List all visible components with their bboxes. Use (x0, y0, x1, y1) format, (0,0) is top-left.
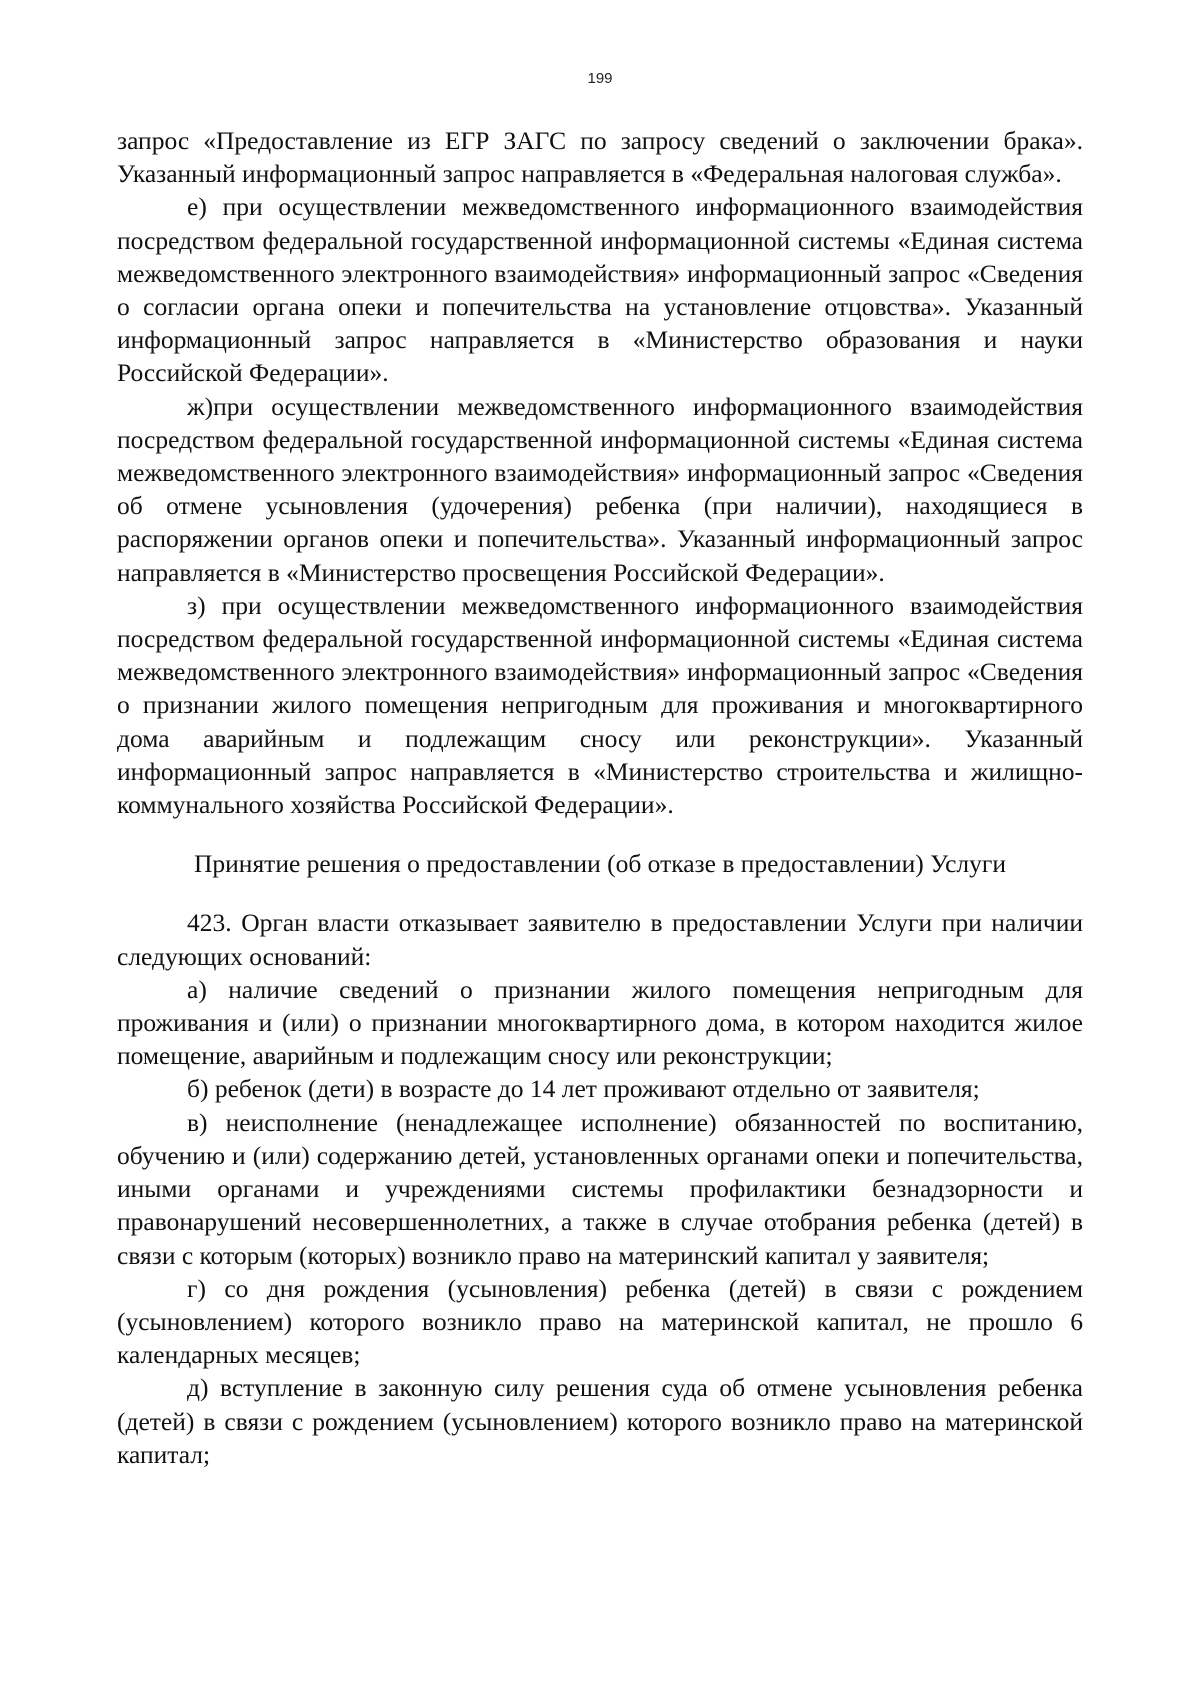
paragraph-continuation: запрос «Предоставление из ЕГР ЗАГС по запросу сведений о заключении брака». Указанный информационный запрос направляется в «Федеральная налоговая служба». (117, 126, 1083, 189)
page-number: 199 (587, 70, 613, 87)
paragraph-item-b: б) ребенок (дети) в возрасте до 14 лет проживают отдельно от заявителя; (187, 1074, 980, 1104)
paragraph-item-a: а) наличие сведений о признании жилого помещения непригодным для проживания и (или) о признании многоквартирного дома, в котором находится жилое помещение, аварийным и подлежащим сносу или реконструкции; (117, 974, 1083, 1071)
paragraph-423: 423. Орган власти отказывает заявителю в предоставлении Услуги при наличии следующих оснований: (117, 908, 1083, 971)
section-heading: Принятие решения о предоставлении (об отказе в предоставлении) Услуги (193, 849, 1007, 879)
document-body (117, 124, 1083, 1471)
paragraph-item-z: з) при осуществлении межведомственного информационного взаимодействия посредством федеральной государственной информационной системы «Единая система межведомственного электронного взаимодействия» информационный запрос «Сведения о признании жилого помещения непригодным для проживания и многоквартирного дома аварийным и подлежащим сносу или реконструкции». Указанный информационный запрос направляется в «Министерство строительства и жилищно-коммунального хозяйства Российской Федерации». (117, 590, 1083, 820)
paragraph-item-v: в) неисполнение (ненадлежащее исполнение) обязанностей по воспитанию, обучению и (или) содержанию детей, установленных органами опеки и попечительства, иными органами и учреждениями системы профилактики безнадзорности и правонарушений несовершеннолетних, а также в случае отобрания ребенка (детей) в связи с которым (которых) возникло право на материнский капитал у заявителя; (117, 1107, 1083, 1270)
paragraph-item-zh: ж)при осуществлении межведомственного информационного взаимодействия посредством федеральной государственной информационной системы «Единая система межведомственного электронного взаимодействия» информационный запрос «Сведения об отмене усыновления (удочерения) ребенка (при наличии), находящиеся в распоряжении органов опеки и попечительства». Указанный информационный запрос направляется в «Министерство просвещения Российской Федерации». (117, 391, 1083, 587)
paragraph-item-d: д) вступление в законную силу решения суда об отмене усыновления ребенка (детей) в связи с рождением (усыновлением) которого возникло право на материнской капитал; (117, 1373, 1083, 1469)
paragraph-item-g: г) со дня рождения (усыновления) ребенка (детей) в связи с рождением (усыновлением) которого возникло право на материнской капитал, не прошло 6 календарных месяцев; (117, 1273, 1083, 1370)
paragraph-item-e: е) при осуществлении межведомственного информационного взаимодействия посредством федеральной государственной информационной системы «Единая система межведомственного электронного взаимодействия» информационный запрос «Сведения о согласии органа опеки и попечительства на установление отцовства». Указанный информационный запрос направляется в «Министерство образования и науки Российской Федерации». (117, 192, 1083, 388)
